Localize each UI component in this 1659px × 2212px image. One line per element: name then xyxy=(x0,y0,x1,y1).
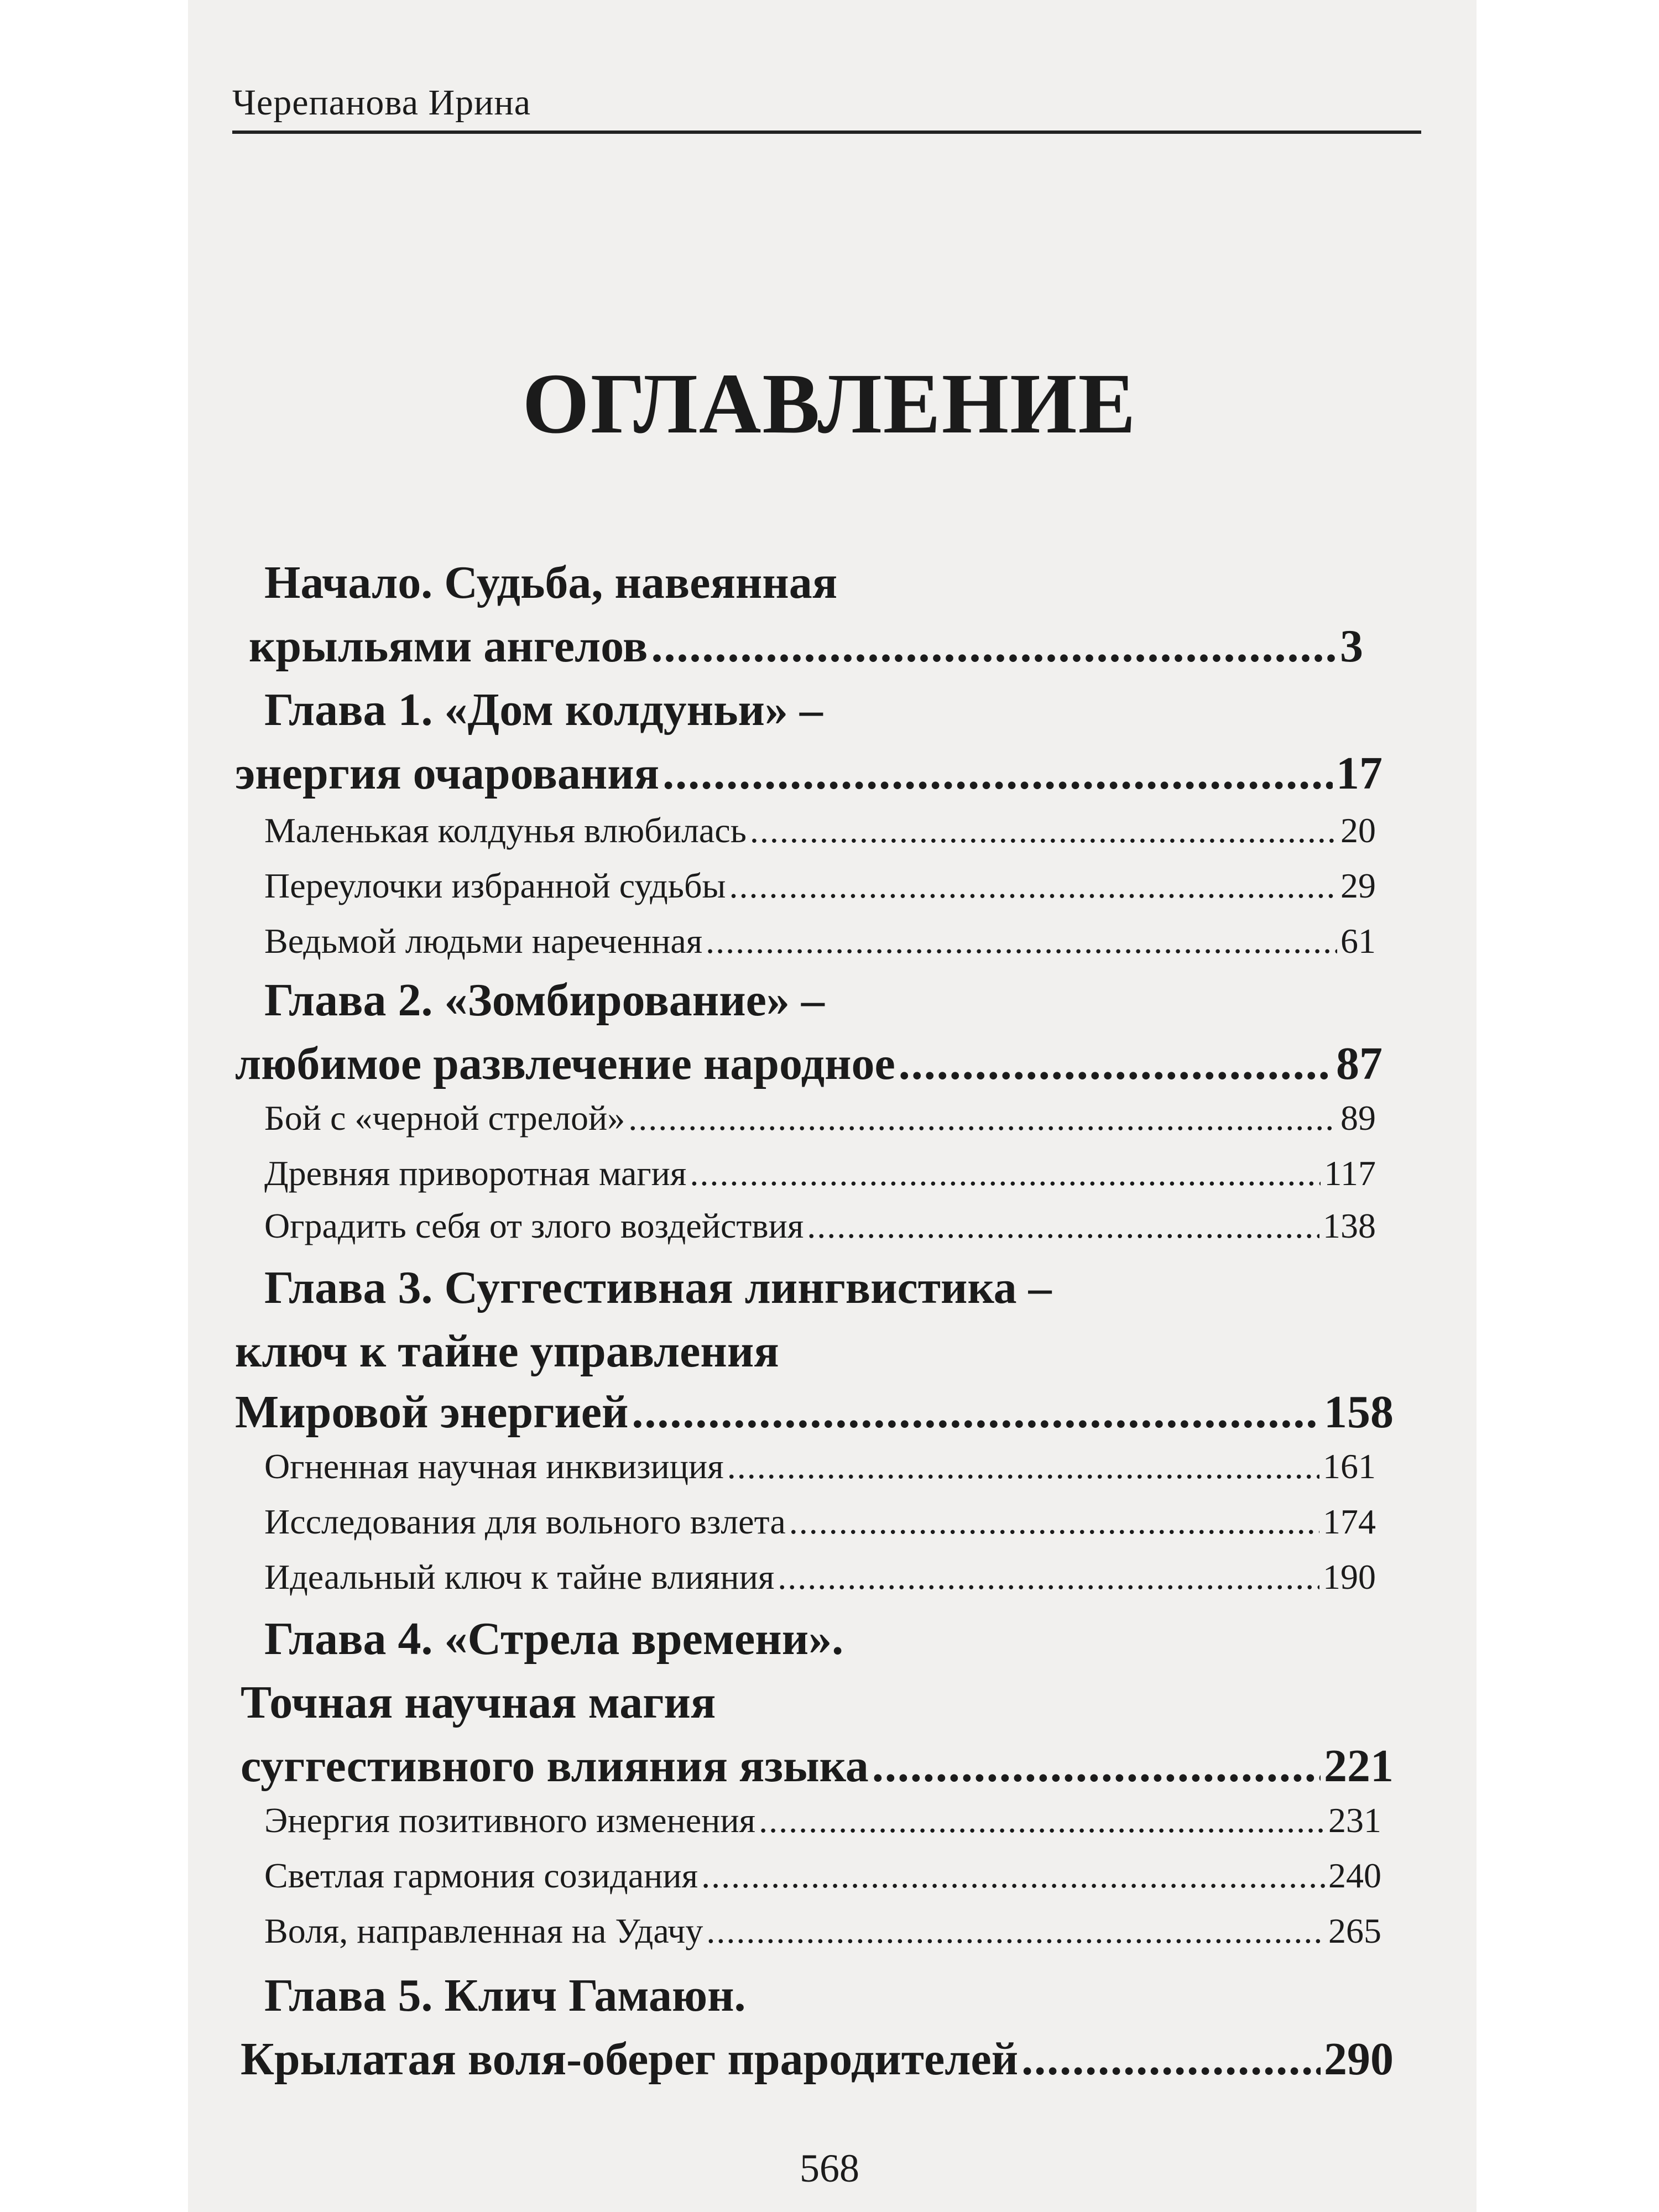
toc-section-line xyxy=(264,1206,1376,1246)
dot-leader xyxy=(872,1739,1321,1793)
toc-page-number: 265 xyxy=(1328,1911,1381,1950)
toc-chapter-line xyxy=(235,747,1383,800)
dot-leader xyxy=(899,1037,1333,1091)
dot-leader xyxy=(706,1911,1325,1952)
toc-entry-text: Точная научная магия xyxy=(241,1677,716,1728)
toc-section-line xyxy=(264,810,1376,851)
toc-entry-text: энергия очарования xyxy=(235,748,660,799)
toc-section-line xyxy=(264,1800,1381,1841)
toc-entry-text: Крылатая воля-оберег прародителей xyxy=(241,2033,1019,2085)
toc-page-number: 221 xyxy=(1324,1740,1394,1792)
toc-section-line xyxy=(264,1855,1381,1896)
toc-entry-text: Древняя приворотная магия xyxy=(264,1154,687,1193)
dot-leader xyxy=(662,747,1333,800)
toc-section-line xyxy=(264,1911,1381,1952)
toc-section-line xyxy=(264,1446,1376,1487)
toc-chapter-line xyxy=(235,1037,1383,1091)
toc-entry-text: Переулочки избранной судьбы xyxy=(264,866,726,905)
toc-page-number: 20 xyxy=(1340,811,1376,850)
toc-page-number: 89 xyxy=(1340,1098,1376,1138)
toc-page-number: 3 xyxy=(1340,620,1363,672)
toc-page-number: 231 xyxy=(1328,1801,1381,1840)
toc-page-number: 29 xyxy=(1340,866,1376,905)
dot-leader xyxy=(1021,2032,1321,2086)
toc-chapter-line xyxy=(264,1969,746,2022)
toc-chapter-line xyxy=(264,1612,843,1666)
toc-entry-text: Маленькая колдунья влюбилась xyxy=(264,811,747,850)
dot-leader xyxy=(651,619,1337,673)
toc-page-number: 17 xyxy=(1336,748,1383,799)
dot-leader xyxy=(729,865,1337,906)
dot-leader xyxy=(701,1855,1325,1896)
dot-leader xyxy=(789,1501,1319,1542)
toc-entry-text: Исследования для вольного взлета xyxy=(264,1502,786,1541)
toc-entry-text: Воля, направленная на Удачу xyxy=(264,1911,703,1950)
toc-entry-text: Светлая гармония созидания xyxy=(264,1856,698,1895)
toc-chapter-line xyxy=(264,973,825,1027)
toc-entry-text: Глава 2. «Зомбирование» – xyxy=(264,974,825,1026)
toc-page-number: 174 xyxy=(1323,1502,1376,1541)
toc-section-line xyxy=(264,1501,1376,1542)
toc-entry-text: Энергия позитивного изменения xyxy=(264,1801,756,1840)
toc-section-line xyxy=(264,1098,1376,1139)
dot-leader xyxy=(750,810,1337,851)
toc-entry-text: любимое развлечение народное xyxy=(235,1038,895,1089)
dot-leader xyxy=(628,1098,1337,1139)
dot-leader xyxy=(706,921,1337,962)
toc-page-number: 117 xyxy=(1324,1154,1376,1193)
toc-chapter-line xyxy=(235,1324,779,1378)
toc-chapter-line xyxy=(235,1385,1394,1439)
toc-chapter-line xyxy=(249,619,1363,673)
dot-leader xyxy=(690,1153,1321,1194)
toc-entry-text: Огненная научная инквизиция xyxy=(264,1447,724,1486)
toc-entry-text: Ведьмой людьми нареченная xyxy=(264,921,703,961)
toc-entry-text: Бой с «черной стрелой» xyxy=(264,1098,625,1138)
toc-section-line xyxy=(264,921,1376,962)
toc-entry-text: Начало. Судьба, навеянная xyxy=(264,557,838,608)
toc-entry-text: Глава 3. Суггестивная лингвистика – xyxy=(264,1262,1052,1313)
toc-section-line xyxy=(264,1557,1376,1598)
toc-entry-text: Мировой энергией xyxy=(235,1386,629,1438)
toc-entry-text: Глава 4. «Стрела времени». xyxy=(264,1613,844,1665)
dot-leader xyxy=(807,1206,1319,1246)
toc-page-number: 61 xyxy=(1340,921,1376,961)
toc-entry-text: Оградить себя от злого воздействия xyxy=(264,1206,804,1245)
running-header-author: Черепанова Ирина xyxy=(232,82,531,123)
toc-section-line xyxy=(264,1153,1376,1194)
toc-section-line xyxy=(264,865,1376,906)
toc-chapter-line xyxy=(241,2032,1394,2086)
toc-chapter-line xyxy=(264,1261,1052,1314)
toc-page-number: 240 xyxy=(1328,1856,1381,1895)
toc-chapter-line xyxy=(264,556,837,609)
toc-chapter-line xyxy=(241,1739,1394,1793)
toc-page-number: 158 xyxy=(1324,1386,1394,1438)
toc-chapter-line xyxy=(264,683,823,737)
toc-entry-text: Глава 5. Клич Гамаюн. xyxy=(264,1970,746,2021)
toc-entry-text: суггестивного влияния языка xyxy=(241,1740,869,1792)
toc-page-number: 138 xyxy=(1323,1206,1376,1245)
toc-entry-text: ключ к тайне управления xyxy=(235,1326,779,1377)
toc-page-number: 161 xyxy=(1323,1447,1376,1486)
toc-entry-text: крыльями ангелов xyxy=(249,620,648,672)
page-number: 568 xyxy=(800,2146,859,2190)
dot-leader xyxy=(759,1800,1325,1841)
toc-entry-text: Глава 1. «Дом колдуньи» – xyxy=(264,684,823,735)
toc-entry-text: Идеальный ключ к тайне влияния xyxy=(264,1557,775,1597)
toc-page-number: 190 xyxy=(1323,1557,1376,1597)
toc-page-number: 290 xyxy=(1324,2033,1394,2085)
toc-page-number: 87 xyxy=(1336,1038,1383,1089)
dot-leader xyxy=(778,1557,1319,1598)
dot-leader xyxy=(727,1446,1319,1487)
page-title: ОГЛАВЛЕНИЕ xyxy=(522,356,1137,451)
toc-chapter-line xyxy=(241,1676,716,1729)
dot-leader xyxy=(632,1385,1321,1439)
